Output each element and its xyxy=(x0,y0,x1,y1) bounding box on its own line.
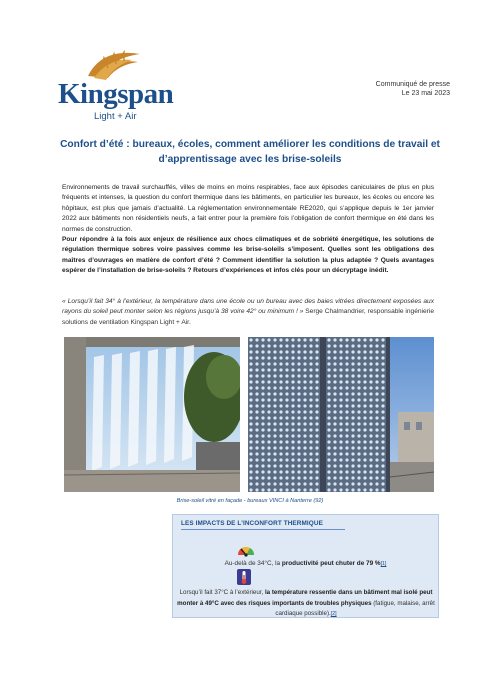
stat2-bold: la température ressentie dans un bâtiment mal isolé peut monter à 49°C avec des risques importants de troubles physiques xyxy=(177,589,433,607)
intro-paragraph-2: Pour répondre à la fois aux enjeux de résilience aux chocs climatiques et de sobriété énergétique, les solutions de régulation thermique sobres voire passives comme les brise-soleils s’imposent. Quelles sont les obligations des maîtres d’ouvrages en matière de confort d’été ? Comment identifier la solution la plus adaptée ? Quels avantages espérer de l’installation de brise-soleils ? Retours d’expériences et infos clés pour un décryptage inédit. xyxy=(62,236,434,275)
kingspan-logo xyxy=(58,48,174,128)
stat1-text: Au-delà de 34°C, la xyxy=(224,560,282,567)
stat2-text-end: (fatigue, malaise, arrêt cardiaque possible). xyxy=(275,599,435,617)
stat2-reference-link[interactable]: [2] xyxy=(330,611,337,617)
photo-caption: Brise-soleil vitré en façade - bureaux VINCI à Nanterre (92) xyxy=(176,498,324,504)
stat1-bold: productivité peut chuter de 79 % xyxy=(281,560,381,567)
press-date: Le 23 mai 2023 xyxy=(401,90,450,97)
intro-text xyxy=(62,183,434,277)
logo-wordmark: Kingspan xyxy=(58,78,174,110)
press-header xyxy=(376,80,450,98)
press-label: Communiqué de presse xyxy=(375,81,450,88)
quote-author: Serge Chalmandrier, responsable ingénierie solutions de ventilation Kingspan Light + Air. xyxy=(62,308,435,326)
impacts-heading: LES IMPACTS DE L’INCONFORT THERMIQUE xyxy=(181,520,323,527)
impact-stat-temperature xyxy=(176,588,436,620)
quote-text: « Lorsqu’il fait 34° à l’extérieur, la température dans une école ou un bureau avec des baies vitrées directement exposées aux rayons du soleil peut monter selon les régions jusqu’à 38 voire 42° ou minimum ! » xyxy=(62,298,434,316)
logo-bird-icon xyxy=(82,48,146,82)
photo-glass-louvres xyxy=(64,337,240,492)
thermometer-icon xyxy=(237,569,251,585)
page-title: Confort d’été : bureaux, écoles, comment améliorer les conditions de travail et d’apprentissage avec les brise-soleils xyxy=(60,139,440,165)
impact-stat-productivity xyxy=(178,560,433,567)
intro-paragraph-1: Environnements de travail surchauffés, villes de moins en moins respirables, face aux épisodes caniculaires de plus en plus fréquents et intenses, la question du confort thermique dans les bâtiments, en particulier les bureaux, les écoles ou encore les hôpitaux, est plus que jamais d’actualité. La réglementation environnementale RE2020, qui s’applique depuis le 1er janvier 2022 aux bâtiments non résidentiels neufs, a fait entrer pour la première fois l’obligation de confort thermique en été dans les normes de construction. xyxy=(62,184,434,233)
impacts-heading-rule xyxy=(181,529,345,530)
stat2-text: Lorsqu’il fait 37°C à l’extérieur, xyxy=(179,589,265,596)
logo-division: Light + Air xyxy=(94,111,137,122)
quote-block xyxy=(62,297,434,328)
photo-perforated-facade xyxy=(248,337,434,492)
stat1-reference-link[interactable]: [1] xyxy=(380,561,387,567)
productivity-gauge-icon xyxy=(236,543,256,557)
